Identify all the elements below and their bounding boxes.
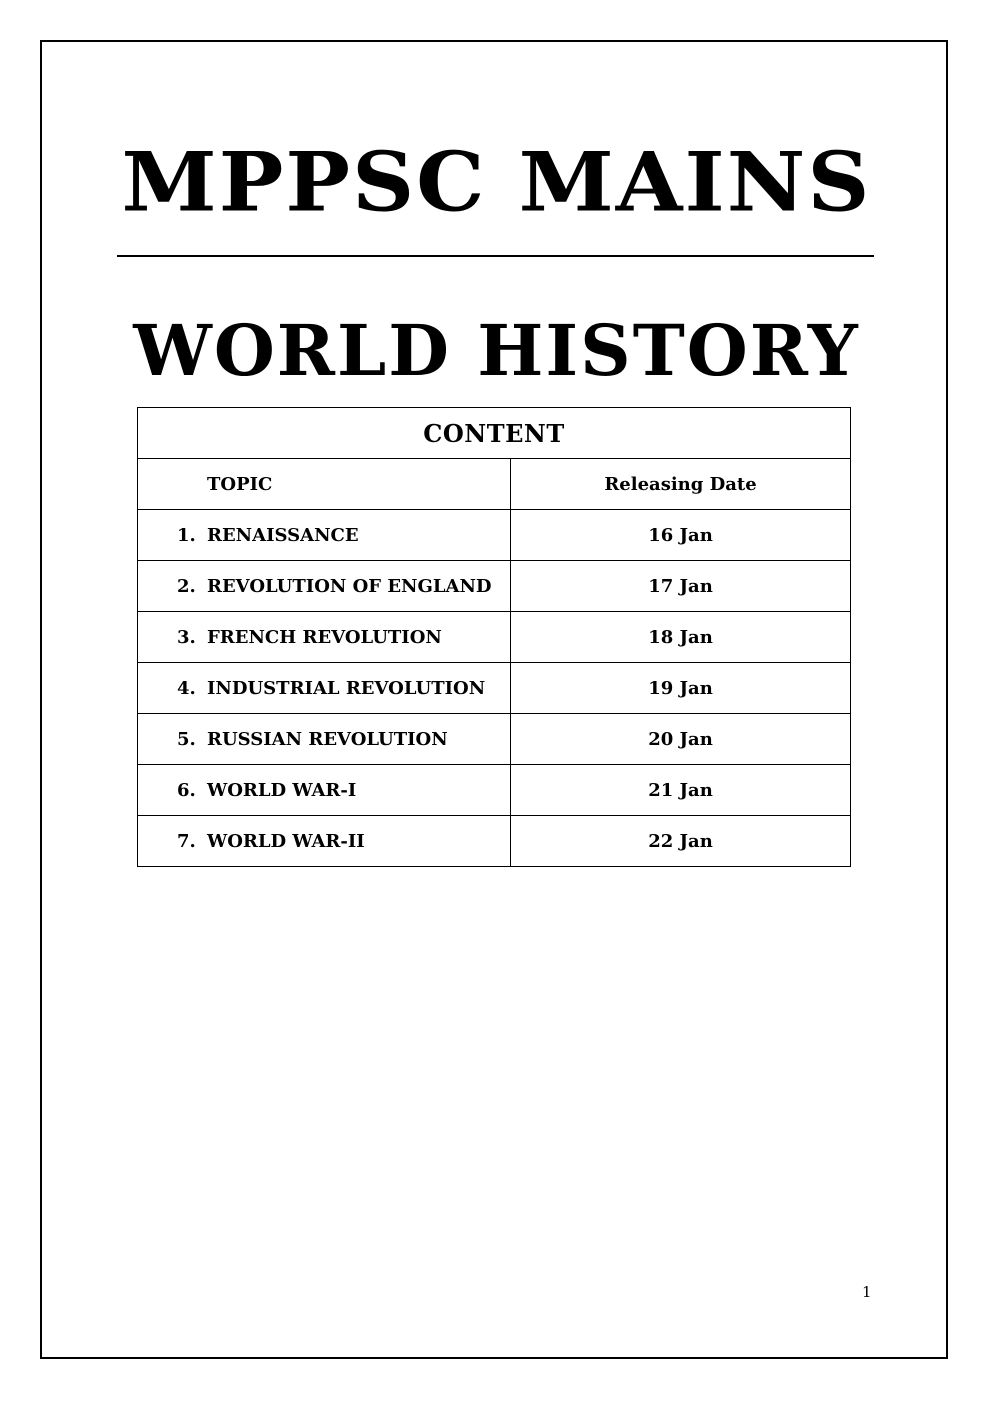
table-row [138,510,851,561]
title-divider [117,255,874,257]
topic-cell [138,663,511,714]
contents-caption-row [138,408,851,459]
topic-name: WORLD WAR-II [207,830,365,852]
row-number: 5. [177,728,196,750]
document-subtitle: WORLD HISTORY [133,309,860,392]
table-row [138,714,851,765]
row-number: 4. [177,677,196,699]
release-date: 18 Jan [511,612,851,663]
row-number: 6. [177,779,196,801]
topic-column-header: TOPIC [138,459,511,510]
topic-cell [138,765,511,816]
table-row [138,816,851,867]
document-title: MPPSC MAINS [121,134,872,231]
topic-name: INDUSTRIAL REVOLUTION [207,677,486,699]
topic-cell [138,714,511,765]
contents-caption: CONTENT [138,408,851,459]
date-column-header: Releasing Date [511,459,851,510]
table-row [138,663,851,714]
topic-name: FRENCH REVOLUTION [207,626,442,648]
release-date: 22 Jan [511,816,851,867]
table-row [138,561,851,612]
topic-name: WORLD WAR-I [207,779,357,801]
topic-cell [138,816,511,867]
topic-name: RENAISSANCE [207,524,359,546]
row-number: 3. [177,626,196,648]
release-date: 20 Jan [511,714,851,765]
release-date: 21 Jan [511,765,851,816]
topic-name: REVOLUTION OF ENGLAND [207,575,492,597]
contents-table [137,407,851,867]
page-number: 1 [862,1283,872,1301]
row-number: 1. [177,524,196,546]
row-number: 7. [177,830,196,852]
row-number: 2. [177,575,196,597]
table-row [138,765,851,816]
table-row [138,612,851,663]
topic-name: RUSSIAN REVOLUTION [207,728,448,750]
topic-cell [138,612,511,663]
topic-cell [138,510,511,561]
release-date: 16 Jan [511,510,851,561]
release-date: 17 Jan [511,561,851,612]
release-date: 19 Jan [511,663,851,714]
topic-cell [138,561,511,612]
contents-header-row [138,459,851,510]
